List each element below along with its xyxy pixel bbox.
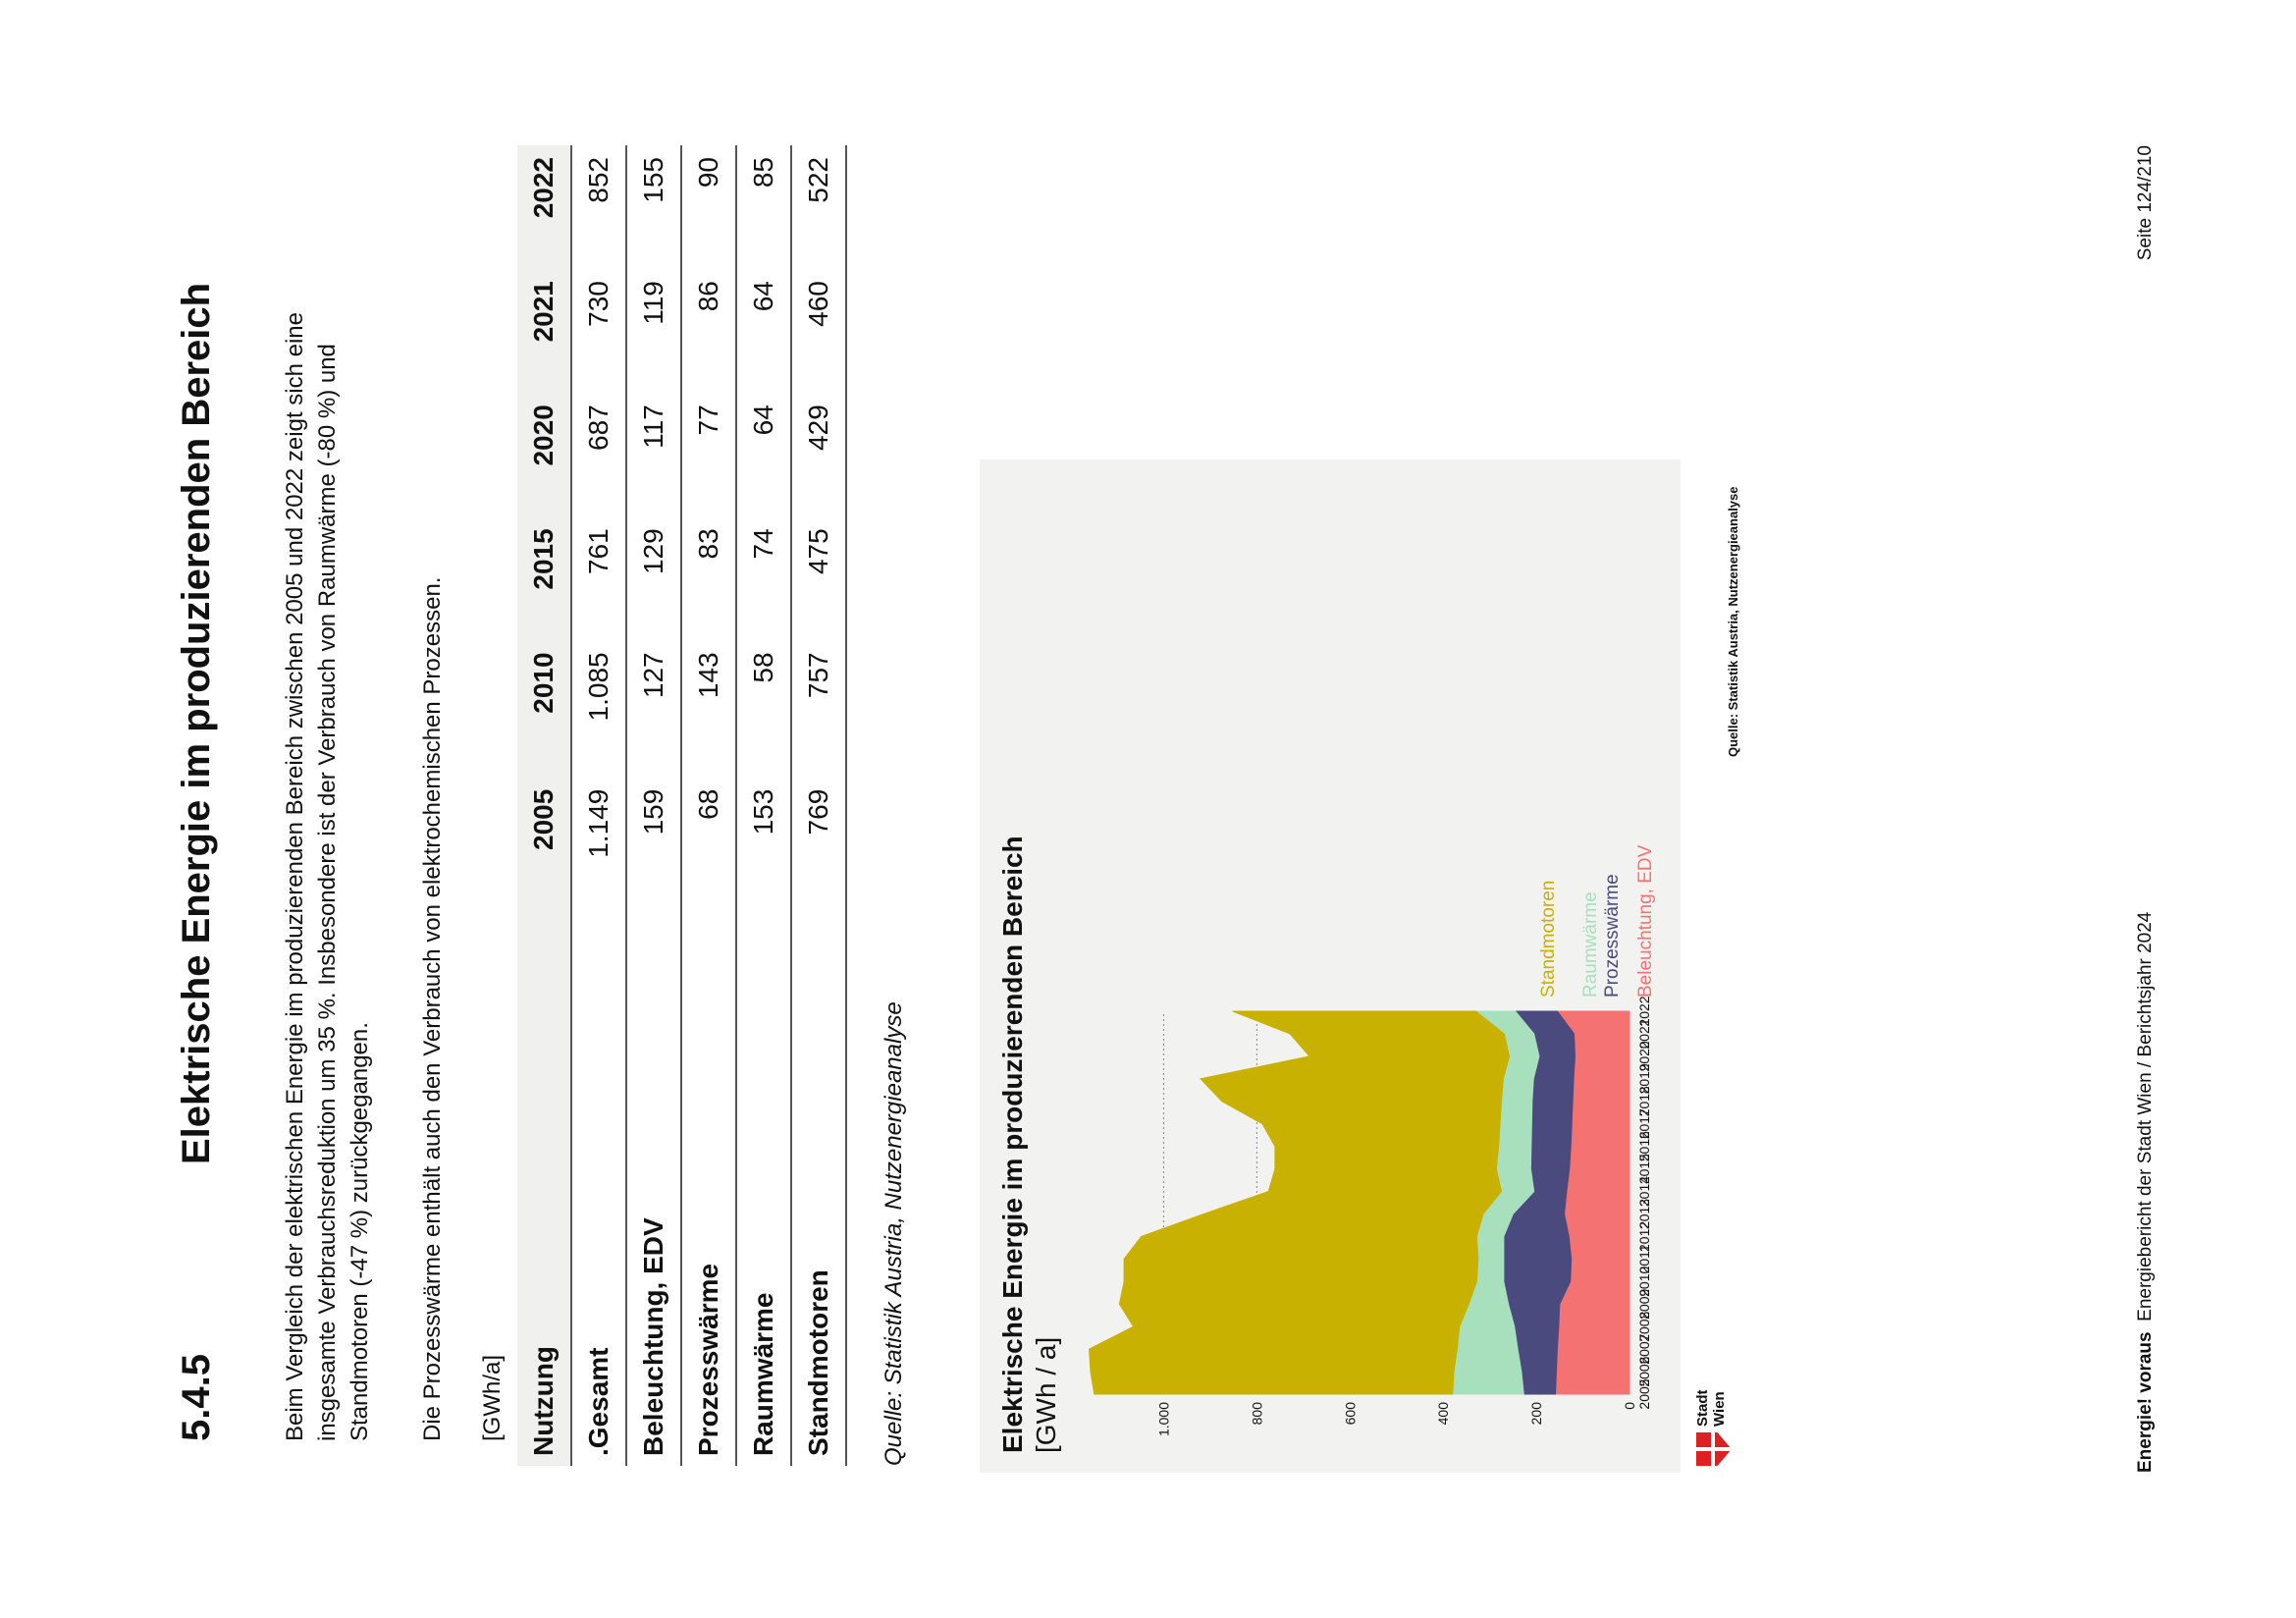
- table-cell: 159: [626, 778, 681, 914]
- y-tick-label: 800: [1249, 1402, 1265, 1426]
- x-tick-label: 2016: [1636, 1131, 1652, 1162]
- x-tick-label: 2015: [1636, 1154, 1652, 1185]
- intro-paragraph: Beim Vergleich der elektrischen Energie im produzierenden Bereich zwischen 2005 und 2022 zeigt sich eine insgesamte Verbrauchsreduktion um 35 %. Insbesondere ist der Verbrauch von Raumwärme (-80 %) und Standmotoren (-47 %) zurückgegangen.: [282, 311, 373, 1441]
- header-cell: 2010: [517, 640, 571, 777]
- header-cell: 2015: [517, 516, 571, 640]
- table-cell: 77: [681, 393, 736, 516]
- table-cell: 429: [791, 393, 846, 516]
- footer-brand: Energie! voraus: [2135, 1331, 2156, 1473]
- table-cell: 119: [626, 269, 681, 393]
- x-tick-label: 2007: [1636, 1333, 1652, 1365]
- table-row: [736, 145, 791, 1466]
- note-paragraph: Die Prozesswärme enthält auch den Verbrauch von elektrochemischen Prozessen.: [419, 576, 446, 1441]
- series-label: Standmotoren: [1538, 880, 1559, 998]
- y-tick-label: 400: [1435, 1402, 1452, 1426]
- table-row: [571, 145, 626, 1466]
- section-number: 5.4.5: [175, 1354, 218, 1441]
- x-tick-label: 2008: [1636, 1311, 1652, 1342]
- table-cell: 117: [626, 393, 681, 516]
- y-tick-label: 600: [1342, 1402, 1359, 1426]
- x-tick-label: 2021: [1636, 1018, 1652, 1050]
- table-cell: 74: [736, 516, 791, 640]
- table-cell: 68: [681, 778, 736, 914]
- logo-line-2: Wien: [1711, 1391, 1728, 1427]
- table-cell: 852: [571, 145, 626, 269]
- chart-panel: [980, 459, 1681, 1473]
- header-cell: 2021: [517, 269, 571, 393]
- y-tick-label: 200: [1528, 1402, 1545, 1426]
- y-tick-label: 1.000: [1155, 1402, 1172, 1437]
- chart-unit: [GWh / a]: [1031, 1336, 1061, 1453]
- page-footer: [2135, 912, 2157, 1473]
- table-cell: 757: [791, 640, 846, 777]
- chart-title: Elektrische Energie im produzierenden Bereich: [997, 836, 1028, 1453]
- table-cell: 85: [736, 145, 791, 269]
- table-row: [791, 145, 846, 1466]
- table-cell: 127: [626, 640, 681, 777]
- y-tick-label: 0: [1622, 1402, 1637, 1410]
- table-cell: 522: [791, 145, 846, 269]
- table-cell: 64: [736, 269, 791, 393]
- table-row: [681, 145, 736, 1466]
- section-heading: [175, 283, 219, 1441]
- table-cell: 153: [736, 778, 791, 914]
- x-tick-label: 2006: [1636, 1356, 1652, 1387]
- footer-text: Energiebericht der Stadt Wien / Berichtsjahr 2024: [2135, 911, 2156, 1321]
- series-label: Prozesswärme: [1602, 874, 1623, 998]
- x-tick-label: 2009: [1636, 1288, 1652, 1320]
- section-title: Elektrische Energie im produzierenden Bereich: [175, 282, 218, 1164]
- header-cell: Nutzung: [517, 914, 571, 1466]
- table-cell: 64: [736, 393, 791, 516]
- table-cell: 143: [681, 640, 736, 777]
- x-tick-label: 2018: [1636, 1086, 1652, 1117]
- x-tick-label: 2020: [1636, 1041, 1652, 1072]
- area-chart: [980, 459, 1681, 1473]
- table-cell: 475: [791, 516, 846, 640]
- table-unit: [GWh/a]: [479, 1354, 506, 1441]
- x-tick-label: 2022: [1636, 996, 1652, 1027]
- stadt-wien-logo: [1696, 1358, 1735, 1466]
- table-row: [626, 145, 681, 1466]
- x-tick-label: 2013: [1636, 1198, 1652, 1230]
- table-header-row: [517, 145, 571, 1466]
- table-cell: 1.085: [571, 640, 626, 777]
- energy-table: [517, 145, 847, 1466]
- row-label: Standmotoren: [791, 914, 846, 1466]
- logo-text: [1694, 1390, 1728, 1428]
- x-tick-label: 2010: [1636, 1266, 1652, 1297]
- header-cell: 2005: [517, 778, 571, 914]
- chart-source: Quelle: Statistik Austria, Nutzenergieanalyse: [1726, 486, 1740, 757]
- table-cell: 761: [571, 516, 626, 640]
- table-cell: 155: [626, 145, 681, 269]
- row-label: Raumwärme: [736, 914, 791, 1466]
- table-source: Quelle: Statistik Austria, Nutzenergieanalyse: [881, 1001, 907, 1466]
- table-cell: 129: [626, 516, 681, 640]
- series-label: Beleuchtung, EDV: [1635, 844, 1656, 998]
- page-number: Seite 124/210: [2135, 145, 2156, 261]
- row-label: Prozesswärme: [681, 914, 736, 1466]
- table-cell: 460: [791, 269, 846, 393]
- x-tick-label: 2014: [1636, 1175, 1652, 1208]
- table-cell: 687: [571, 393, 626, 516]
- table-cell: 86: [681, 269, 736, 393]
- x-tick-label: 2019: [1636, 1063, 1652, 1095]
- coat-of-arms-icon: [1696, 1432, 1732, 1466]
- area-series-3: [1090, 1011, 1510, 1394]
- table-cell: 769: [791, 778, 846, 914]
- logo-line-1: Stadt: [1694, 1389, 1711, 1427]
- x-tick-label: 2012: [1636, 1220, 1652, 1252]
- table-cell: 1.149: [571, 778, 626, 914]
- x-tick-label: 2011: [1636, 1244, 1652, 1274]
- table-cell: 90: [681, 145, 736, 269]
- table-cell: 730: [571, 269, 626, 393]
- table-cell: 58: [736, 640, 791, 777]
- header-cell: 2022: [517, 145, 571, 269]
- header-cell: 2020: [517, 393, 571, 516]
- x-tick-label: 2017: [1636, 1108, 1652, 1140]
- row-label: .Gesamt: [571, 914, 626, 1466]
- table-cell: 83: [681, 516, 736, 640]
- x-tick-label: 2005: [1636, 1378, 1652, 1410]
- row-label: Beleuchtung, EDV: [626, 914, 681, 1466]
- series-label: Raumwärme: [1580, 891, 1601, 998]
